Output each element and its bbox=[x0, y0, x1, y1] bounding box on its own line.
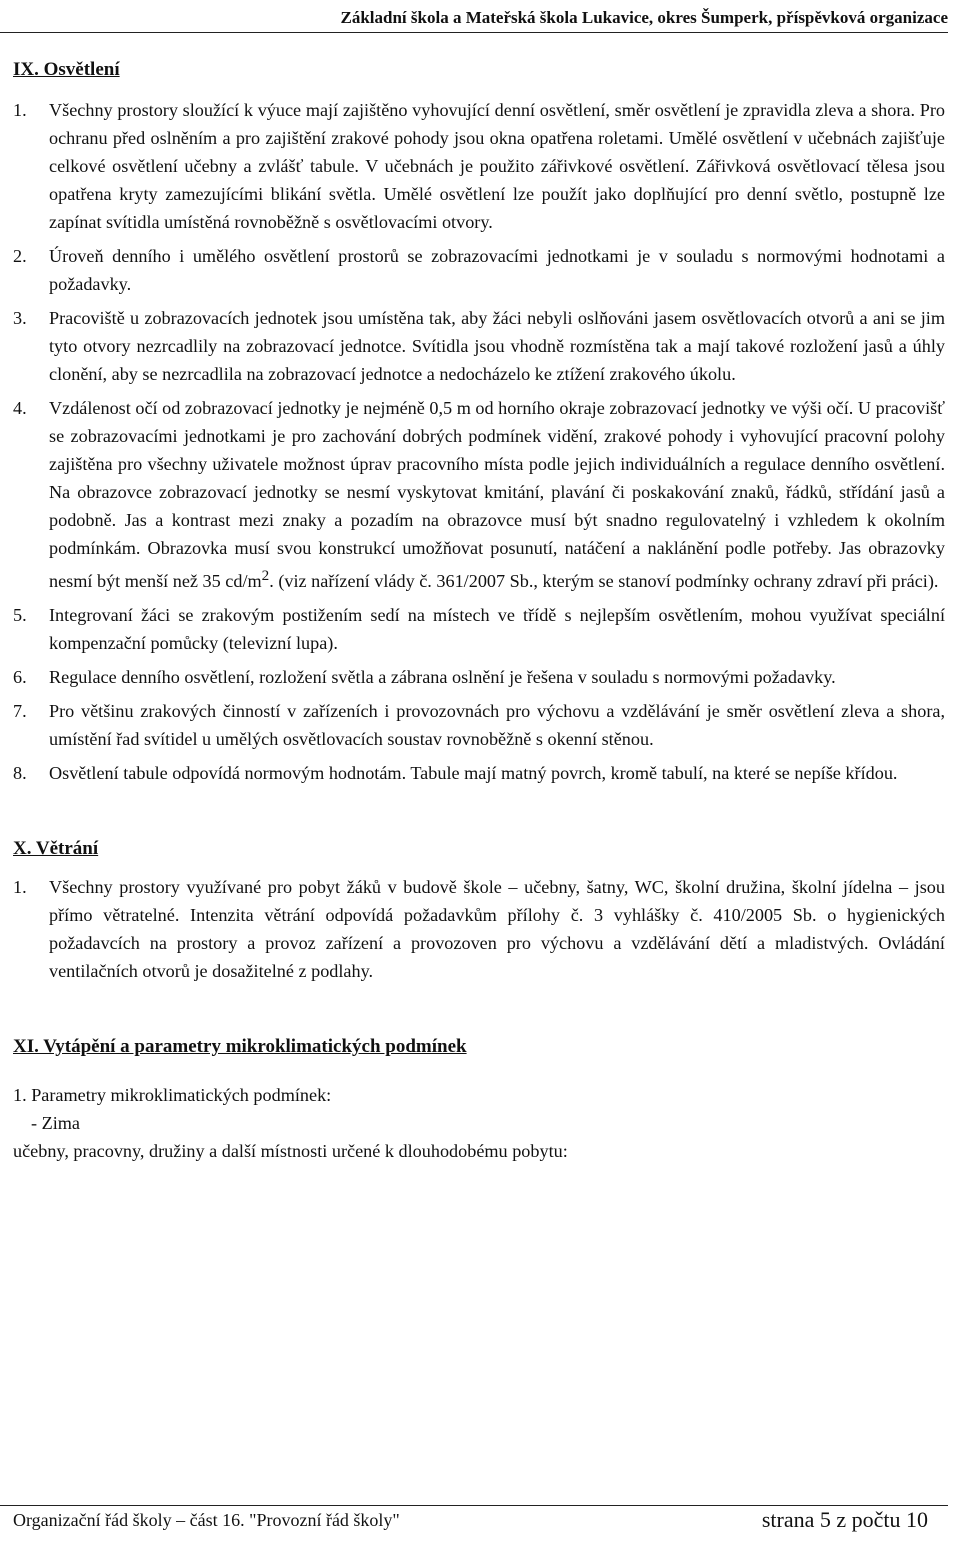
header-school-name: Základní škola a Mateřská škola Lukavice, okres Šumperk, příspěvková organizace bbox=[340, 8, 948, 27]
item-text: Pro většinu zrakových činností v zařízeních i provozovnách pro výchovu a vzdělávání je směr osvětlení zleva a shora, umístění řad svítidel u umělých osvětlovacích soustav rovnoběžně s okenní stěnou. bbox=[49, 701, 945, 750]
document-body bbox=[13, 56, 945, 1165]
item-text: Úroveň denního i umělého osvětlení prostorů se zobrazovacími jednotkami je v souladu s normovými hodnotami a požadavky. bbox=[49, 246, 945, 294]
list-item bbox=[13, 601, 945, 657]
item-text: Všechny prostory využívané pro pobyt žáků v budově škole – učebny, šatny, WC, školní družina, školní jídelna – jsou přímo větratelné. Intenzita větrání odpovídá požadavkům přílohy č. 3 vyhlášky č. 410/2005 Sb. o hygienických požadavcích na prostory a provoz zařízení a provozoven pro výchovu a vzdělávání dětí a mladistvých. Ovládání ventilačních otvorů je dosažitelné z podlahy. bbox=[49, 877, 945, 982]
item-text: Osvětlení tabule odpovídá normovým hodnotám. Tabule mají matný povrch, kromě tabulí, na které se nepíše křídou. bbox=[49, 763, 898, 784]
footer-document-name: Organizační řád školy – část 16. "Provozní řád školy" bbox=[13, 1510, 400, 1530]
item-number: 6. bbox=[13, 667, 27, 688]
page-footer bbox=[0, 1505, 948, 1538]
paragraph-line: 1. Parametry mikroklimatických podmínek: bbox=[13, 1085, 332, 1106]
page-header bbox=[0, 6, 948, 33]
item-number: 1. bbox=[13, 100, 27, 120]
list-item bbox=[13, 873, 945, 985]
section-title-lighting: IX. Osvětlení bbox=[13, 59, 120, 80]
item-number: 3. bbox=[13, 308, 27, 328]
list-item bbox=[13, 242, 945, 298]
item-number: 8. bbox=[13, 763, 27, 784]
item-number: 1. bbox=[13, 877, 27, 898]
section-title-ventilation: X. Větrání bbox=[13, 838, 99, 860]
item-text: Pracoviště u zobrazovacích jednotek jsou umístěna tak, aby žáci nebyli oslňováni jasem osvětlovacích otvorů a ani se jim tyto otvory nezrcadlily na zobrazovací jednotce. Svítidla jsou vhodně rozmístěna tak a mají takové rozložení jasů a úhly clonění, aby se nezrcadlila na zobrazovací jednotce a nedocházelo ke ztížení zrakového úkolu. bbox=[49, 308, 945, 384]
list-item bbox=[13, 759, 945, 787]
item-text-part: Vzdálenost očí od zobrazovací jednotky je nejméně 0,5 m od horního okraje zobrazovací jednotky ve výši očí. U pracovišť se zobrazovacími jednotkami je pro zachování dobrých podmínek vidění, zrakové pohody i vyhovující pracovní polohy zajištěna pro všechny uživatele možnost úprav pracovního místa podle jejich individuálních a regulace denního osvětlení. Na obrazovce zobrazovací jednotky se nesmí vyskytovat kmitání, plavání či poskakování znaků, řádků, střídání jasů a podobně. Jas a kontrast mezi znaky a pozadím na obrazovce musí být snadno regulovatelný i vzhledem k okolním podmínkám. Obrazovka musí svou konstrukcí umožňovat posunutí, natáčení a naklánění podle potřeby. Jas obrazovky nesmí být menší než 35 cd/m bbox=[49, 398, 945, 592]
list-item bbox=[13, 663, 945, 691]
footer-page-number: strana 5 z počtu 10 bbox=[761, 1507, 928, 1532]
item-text bbox=[49, 394, 945, 595]
list-item bbox=[13, 304, 945, 388]
list-item bbox=[13, 697, 945, 753]
paragraph-line: - Zima bbox=[31, 1113, 80, 1134]
list-item bbox=[13, 96, 945, 236]
section-title-heating: XI. Vytápění a parametry mikroklimatických podmínek bbox=[13, 1036, 467, 1058]
paragraph-line: učebny, pracovny, družiny a další místnosti určené k dlouhodobému pobytu: bbox=[13, 1141, 568, 1162]
item-text: Všechny prostory sloužící k výuce mají zajištěno vyhovující denní osvětlení, směr osvětlení je zpravidla zleva a shora. Pro ochranu před oslněním a pro zajištění zrakové pohody jsou okna opatřena roletami. Umělé osvětlení v učebnách zajišťuje celkové osvětlení učebny a zvlášť tabule. V učebnách je použito zářivkové osvětlení. Zářivková osvětlovací tělesa jsou opatřena kryty zamezujícími blikání světla. Umělé osvětlení lze použít jako doplňující pro denní světlo, postupně lze zapínat svítidla umístěná rovnoběžně s osvětlovacími otvory. bbox=[49, 100, 945, 232]
superscript: 2 bbox=[261, 567, 270, 584]
item-text: Regulace denního osvětlení, rozložení světla a zábrana oslnění je řešena v souladu s normovými požadavky. bbox=[49, 667, 836, 688]
list-item bbox=[13, 394, 945, 595]
item-number: 5. bbox=[13, 605, 27, 626]
item-number: 7. bbox=[13, 701, 27, 722]
item-text: Integrovaní žáci se zrakovým postižením sedí na místech ve třídě s nejlepším osvětlením, mohou využívat speciální kompenzační pomůcky (televizní lupa). bbox=[49, 605, 945, 654]
item-number: 4. bbox=[13, 398, 27, 418]
item-text-part: . (viz nařízení vlády č. 361/2007 Sb., kterým se stanoví podmínky ochrany zdraví při práci). bbox=[269, 571, 939, 592]
item-number: 2. bbox=[13, 246, 27, 266]
